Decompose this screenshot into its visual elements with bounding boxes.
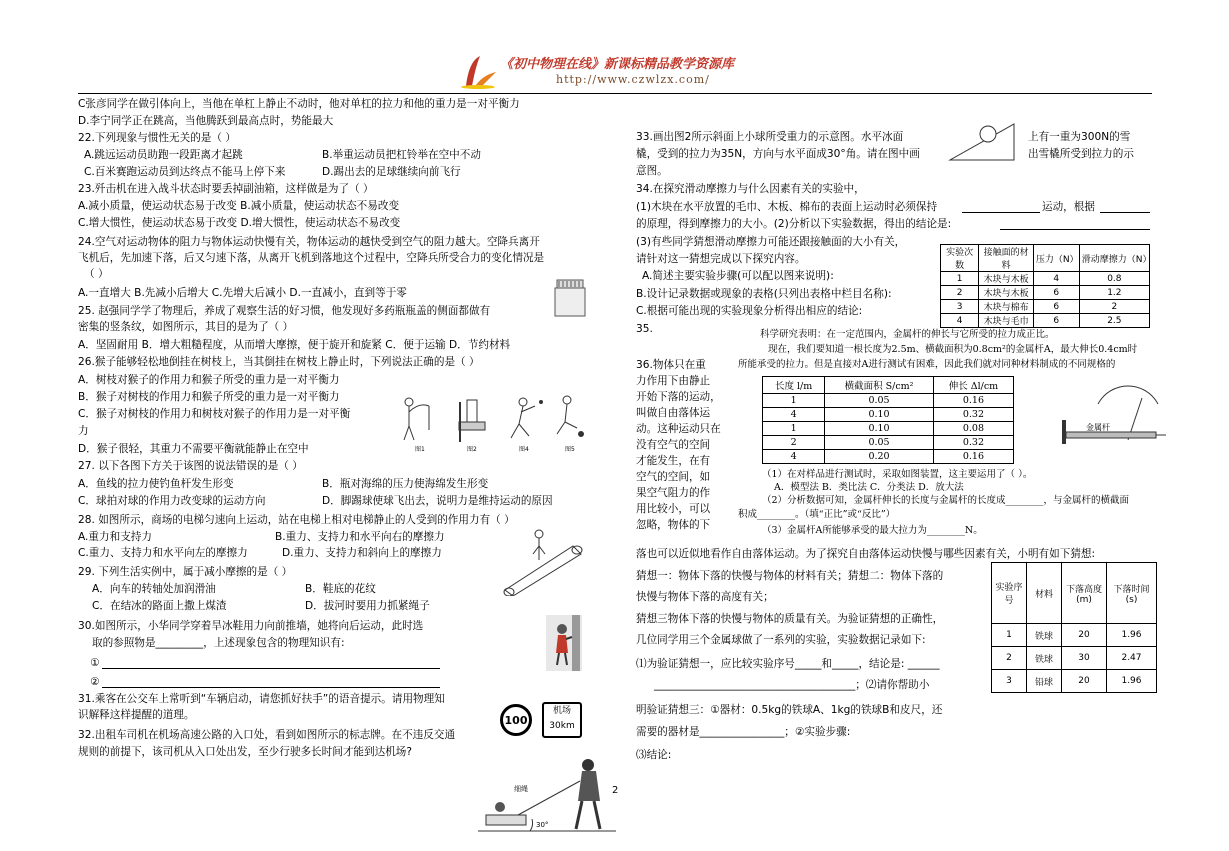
text-line: D．拔河时要用力抓紧绳子 (305, 600, 430, 612)
table-cell: 1.2 (1079, 286, 1149, 300)
table-header: 实验次数 (941, 245, 979, 272)
table-cell: 0.16 (933, 394, 1013, 408)
table-cell: 4 (1033, 272, 1079, 286)
table-cell: 20 (1062, 624, 1107, 647)
text-line: 28. 如图所示，商场的电梯匀速向上运动，站在电梯上相对电梯静止的人受到的作用力有（ ） (78, 514, 515, 526)
table-cell: 4 (763, 408, 825, 422)
text-line: D．猴子很轻，其重力不需要平衡就能静止在空中 (78, 443, 309, 455)
text-line: 橇，受到的拉力为35N，方向与水平面成30°角。请在图中画 (636, 148, 920, 160)
sled-rope-label: 细绳 (514, 785, 528, 793)
incline-figure (948, 120, 1018, 164)
table-cell: 0.32 (933, 408, 1013, 422)
text-line: 几位同学用三个金属球做了一系列的实验，实验数据记录如下: (636, 634, 926, 646)
q35-intro: 现在，我们要知道一根长度为2.5m、横截面积为0.8cm²的金属杆A，最大伸长0.4cm时 (768, 344, 1138, 355)
text-line: 快慢与物体下落的高度有关； (636, 591, 774, 603)
sign-distance-label: 30km (549, 721, 575, 731)
text-line: 需要的器材是________________；②实验步骤: (636, 726, 851, 738)
text-line: 落也可以近似地看作自由落体运动。为了探究自由落体运动快慢与哪些因素有关，小明有如下猜想: (636, 548, 1096, 560)
soccer-figure (557, 396, 584, 437)
text-line: 24.空气对运动物体的阻力与物体运动快慢有关，物体运动的越快受到空气的阻力越大。空降兵离开 (78, 236, 540, 248)
text-line: B．瓶对海绵的压力使海绵发生形变 (322, 478, 489, 490)
sign-airport-label: 机场 (552, 706, 571, 716)
text-line: (3)有些同学猜想滑动摩擦力可能还跟接触面的大小有关， (636, 236, 906, 248)
text-line: 才能发生，在有 (636, 455, 711, 467)
table-header: 下落时间(s) (1107, 563, 1157, 624)
table-cell: 1 (763, 422, 825, 436)
text-line: 猜想一：物体下落的快慢与物体的材料有关；猜想二：物体下落的 (636, 570, 944, 582)
text-line: C.根据可能出现的实验现象分析得出相应的结论: (636, 305, 863, 317)
table-cell: 20 (1062, 670, 1107, 693)
q35-options: A．模型法 B．类比法 C．分类法 D．放大法 (774, 482, 964, 493)
text-line: A．鱼线的拉力使钓鱼杆发生形变 (78, 478, 234, 490)
table-cell: 1 (992, 624, 1027, 647)
text-line: 34.在探究滑动摩擦力与什么因素有关的实验中， (636, 183, 865, 195)
text-line: A.重力和支持力 (78, 531, 152, 543)
escalator-figure (503, 526, 583, 596)
text-line: 动。这种运动只在 (636, 423, 721, 435)
falling-table (991, 562, 1157, 693)
table-cell: 铅球 (1027, 670, 1062, 693)
text-line: 36.物体只在重 (636, 359, 706, 371)
text-line: 32.出租车司机在机场高速公路的入口处，看到如图所示的标志牌。在不违反交通 (78, 729, 456, 741)
text-line: 密集的竖条纹，如图所示，其目的是为了（ ） (78, 321, 294, 333)
table-header: 接触面的材料 (979, 245, 1034, 272)
sled-angle-label: 30° (536, 821, 549, 829)
table-header: 长度 l/m (763, 377, 825, 394)
bottle-sponge-figure (459, 400, 485, 442)
text-line: 33.画出图2所示斜面上小球所受重力的示意图。水平冰面 (636, 131, 904, 143)
text-line: B．鞋底的花纹 (305, 583, 376, 595)
airport-distance-sign (542, 702, 582, 738)
text-line: 27. 以下各图下方关于该图的说法错误的是（ ） (78, 460, 303, 472)
text-line: 明验证猜想三：①器材：0.5kg的铁球A、1kg的铁球B和皮尺，还 (636, 704, 943, 716)
q35-sub: （2）分析数据可知，金属杆伸长的长度与金属杆的长度成________，与金属杆的横截面 (762, 495, 1130, 506)
fig-label: 图2 (467, 446, 477, 453)
text-line: C张彦同学在做引体向上，当他在单杠上静止不动时，他对单杠的拉力和他的重力是一对平衡力 (78, 98, 520, 110)
text-line: 25. 赵强同学学了物理后，养成了观察生活的好习惯，他发现好多药瓶瓶盖的侧面都做有 (78, 305, 491, 317)
text-line: 叫做自由落体运 (636, 407, 711, 419)
text-line: D．脚踢球使球飞出去，说明力是维持运动的原因 (322, 495, 553, 507)
text-line: 30.如图所示，小华同学穿着旱冰鞋用力向前推墙，她将向后运动，此时选 (78, 620, 424, 632)
blank-field[interactable] (1000, 229, 1150, 230)
text-line: B.重力、支持力和水平向右的摩擦力 (275, 531, 445, 543)
text-line: C.增大惯性，使运动状态易于改变 D.增大惯性，使运动状态不易改变 (78, 217, 401, 229)
answer-line-1[interactable] (102, 668, 440, 669)
text-line: A．向车的转轴处加润滑油 (92, 583, 216, 595)
table-header: 滑动摩擦力（N） (1079, 245, 1149, 272)
table-cell: 1 (941, 272, 979, 286)
text-line: 力作用下由静止 (636, 375, 711, 387)
header-rule (78, 93, 1152, 94)
text-line: B.设计记录数据或现象的表格(只列出表格中栏目名称): (636, 288, 892, 300)
table-header: 实验序号 (992, 563, 1027, 624)
pill-bottle-figure (553, 278, 587, 318)
text-line: 飞机后，先加速下落，后又匀速下落，从离开飞机到落地这个过程中，空降兵所受合力的变化情况是 (78, 252, 545, 264)
text-line: 规则的前提下，该司机从入口处出发，至少行驶多长时间才能到达机场? (78, 746, 413, 758)
table-cell: 30 (1062, 647, 1107, 670)
text-line: ______________________________________；⑵请你帮助小 (654, 679, 930, 691)
table-header: 下落高度(m) (1062, 563, 1107, 624)
table-header: 伸长 Δl/cm (933, 377, 1013, 394)
table-cell: 铁球 (1027, 647, 1062, 670)
text-line: 35. (636, 323, 653, 335)
table-cell: 1.96 (1107, 670, 1157, 693)
text-line: A.简述主要实验步骤(可以配以图来说明): (642, 270, 834, 282)
text-line: 忽略，物体的下 (636, 519, 711, 531)
table-cell: 2 (763, 436, 825, 450)
text-line: 用比较小，可以 (636, 503, 711, 515)
text-line: 果空气阻力的作 (636, 487, 711, 499)
blank-field[interactable] (1100, 212, 1150, 213)
text-line: D.重力、支持力和斜向上的摩擦力 (282, 547, 442, 559)
q35-block (738, 328, 1168, 538)
page-number: 2 (612, 785, 619, 796)
text-line: C．在结冰的路面上撒上煤渣 (92, 600, 227, 612)
table-cell: 0.8 (1079, 272, 1149, 286)
text-line: C．猴子对树枝的作用力和树枝对猴子的作用力是一对平衡 (78, 408, 351, 420)
text-line: ⑶结论: (636, 749, 672, 761)
text-line: 空气的空间，如 (636, 471, 711, 483)
table-cell: 0.10 (825, 422, 934, 436)
text-line: ① (90, 657, 100, 669)
fig-label: 图5 (565, 446, 575, 453)
fig-label: 图1 (415, 446, 425, 453)
table-cell: 0.05 (825, 436, 934, 450)
table-cell: 2.5 (1079, 314, 1149, 328)
table-cell: 0.05 (825, 394, 934, 408)
text-line: C.百米赛跑运动员到达终点不能马上停下来 (84, 166, 286, 178)
text-line: (1)木块在水平放置的毛巾、木板、棉布的表面上运动时必须保持 (636, 201, 938, 213)
text-line: 出雪橇所受到拉力的示 (1028, 148, 1134, 160)
text-line: 运动，根据 (1042, 201, 1095, 213)
q35-table (762, 376, 1014, 464)
table-header: 横截面积 S/cm² (825, 377, 934, 394)
text-line: （ ） (84, 268, 109, 280)
text-line: D.李宁同学正在跳高，当他腾跃到最高点时，势能最大 (78, 115, 334, 127)
table-cell: 0.20 (825, 450, 934, 464)
sled-figure (478, 755, 619, 837)
q35-sub: 积成________。（填“正比”或“反比”） (738, 509, 896, 520)
table-cell: 6 (1033, 300, 1079, 314)
header-url[interactable]: http://www.czwlzx.com/ (556, 73, 710, 86)
text-line: B．猴子对树枝的作用力和猴子所受的重力是一对平衡力 (78, 391, 340, 403)
table-cell: 2 (941, 286, 979, 300)
table-cell: 木块与木板 (979, 272, 1034, 286)
table-cell: 3 (941, 300, 979, 314)
text-line: 26.猴子能够轻松地倒挂在树枝上，当其倒挂在树枝上静止时，下列说法正确的是（ ） (78, 356, 480, 368)
text-line: 猜想三物体下落的快慢与物体的质量有关。为验证猜想的正确性， (636, 613, 944, 625)
text-line: A．坚固耐用 B．增大粗糙程度，从而增大摩擦，便于旋开和旋紧 C．便于运输 D．节约材料 (78, 339, 511, 351)
text-line: 23.歼击机在进入战斗状态时要丢掉副油箱，这样做是为了（ ） (78, 183, 374, 195)
text-line: A.一直增大 B.先减小后增大 C.先增大后减小 D.一直减小，直到等于零 (78, 287, 407, 299)
table-cell: 4 (763, 450, 825, 464)
text-line: 开始下落的运动， (636, 391, 721, 403)
table-cell: 4 (941, 314, 979, 328)
q27-figures (395, 392, 585, 454)
table-cell: 0.08 (933, 422, 1013, 436)
header-title: 《初中物理在线》新课标精品教学资源库 (500, 57, 735, 72)
metal-rod-apparatus (1038, 380, 1168, 446)
text-line: A.跳远运动员助跑一段距离才起跳 (84, 149, 243, 161)
text-line: 请针对这一猜想完成以下探究内容。 (636, 253, 806, 265)
table-cell: 2.47 (1107, 647, 1157, 670)
text-line: B.举重运动员把杠铃举在空中不动 (322, 149, 481, 161)
traffic-signs (498, 700, 586, 744)
table-cell: 木块与毛巾 (979, 314, 1034, 328)
table-cell: 木块与木板 (979, 286, 1034, 300)
fig-label: 图4 (519, 446, 529, 453)
text-line: A．树枝对猴子的作用力和猴子所受的重力是一对平衡力 (78, 374, 340, 386)
text-line: D.踢出去的足球继续向前飞行 (322, 166, 461, 178)
text-line: 22.下列现象与惯性无关的是（ ） (78, 132, 236, 144)
text-line: 没有空气的空间 (636, 439, 711, 451)
table-cell: 木块与棉布 (979, 300, 1034, 314)
friction-table (940, 244, 1150, 328)
answer-line-2[interactable] (102, 687, 440, 688)
table-cell: 6 (1033, 286, 1079, 300)
text-line: 取的参照物是_________，上述现象包含的物理知识有: (92, 637, 345, 649)
table-header: 材料 (1027, 563, 1062, 624)
table-header: 压力（N） (1033, 245, 1079, 272)
speed-limit-sign: 100 (500, 704, 532, 736)
table-cell: 1.96 (1107, 624, 1157, 647)
q35-intro: 所能承受的拉力。但是直接对A进行测试有困难，因此我们就对同种材料制成的不同规格的 (738, 359, 1116, 370)
text-line: 力 (78, 425, 89, 437)
table-cell: 3 (992, 670, 1027, 693)
text-line: A.减小质量，使运动状态易于改变 B.减小质量，使运动状态不易改变 (78, 200, 400, 212)
text-line: 31.乘客在公交车上常听到“车辆启动，请您抓好扶手”的语音提示。请用物理知 (78, 693, 445, 705)
q35-sub: （1）在对样品进行测试时，采取如图装置，这主要运用了（ ）。 (762, 469, 1033, 480)
table-cell: 2 (1079, 300, 1149, 314)
text-line: ② (90, 676, 100, 688)
table-cell: 2 (992, 647, 1027, 670)
table-cell: 0.10 (825, 408, 934, 422)
text-line: 上有一重为300N的雪 (1028, 131, 1131, 143)
logo-icon (458, 52, 498, 90)
q35-intro: 科学研究表明：在一定范围内，金属杆的伸长与它所受的拉力成正比。 (760, 329, 1055, 340)
tennis-figure (511, 398, 543, 438)
bottle-icon (553, 278, 587, 318)
table-cell: 1 (763, 394, 825, 408)
text-line: 的原理，得到摩擦力的大小。(2)分析以下实验数据，得出的结论是: (636, 218, 952, 230)
table-cell: 0.32 (933, 436, 1013, 450)
header-logo (458, 52, 498, 90)
blank-field[interactable] (962, 212, 1040, 213)
text-line: C.重力、支持力和水平向左的摩擦力 (78, 547, 248, 559)
text-line: C．球拍对球的作用力改变球的运动方向 (78, 495, 266, 507)
text-line: 意图。 (636, 165, 668, 177)
text-line: 29. 下列生活实例中，属于减小摩擦的是（ ） (78, 566, 293, 578)
text-line: 识解释这样提醒的道理。 (78, 709, 195, 721)
fishing-figure (404, 398, 429, 440)
table-cell: 铁球 (1027, 624, 1062, 647)
table-cell: 6 (1033, 314, 1079, 328)
text-line: ⑴为验证猜想一，应比较实验序号_____和_____，结论是: ______ (636, 658, 940, 670)
rod-label: 金属杆 (1086, 423, 1110, 432)
q35-sub: （3）金属杆A所能够承受的最大拉力为________N。 (762, 525, 983, 536)
rollerskate-figure (546, 615, 582, 671)
table-cell: 0.16 (933, 450, 1013, 464)
